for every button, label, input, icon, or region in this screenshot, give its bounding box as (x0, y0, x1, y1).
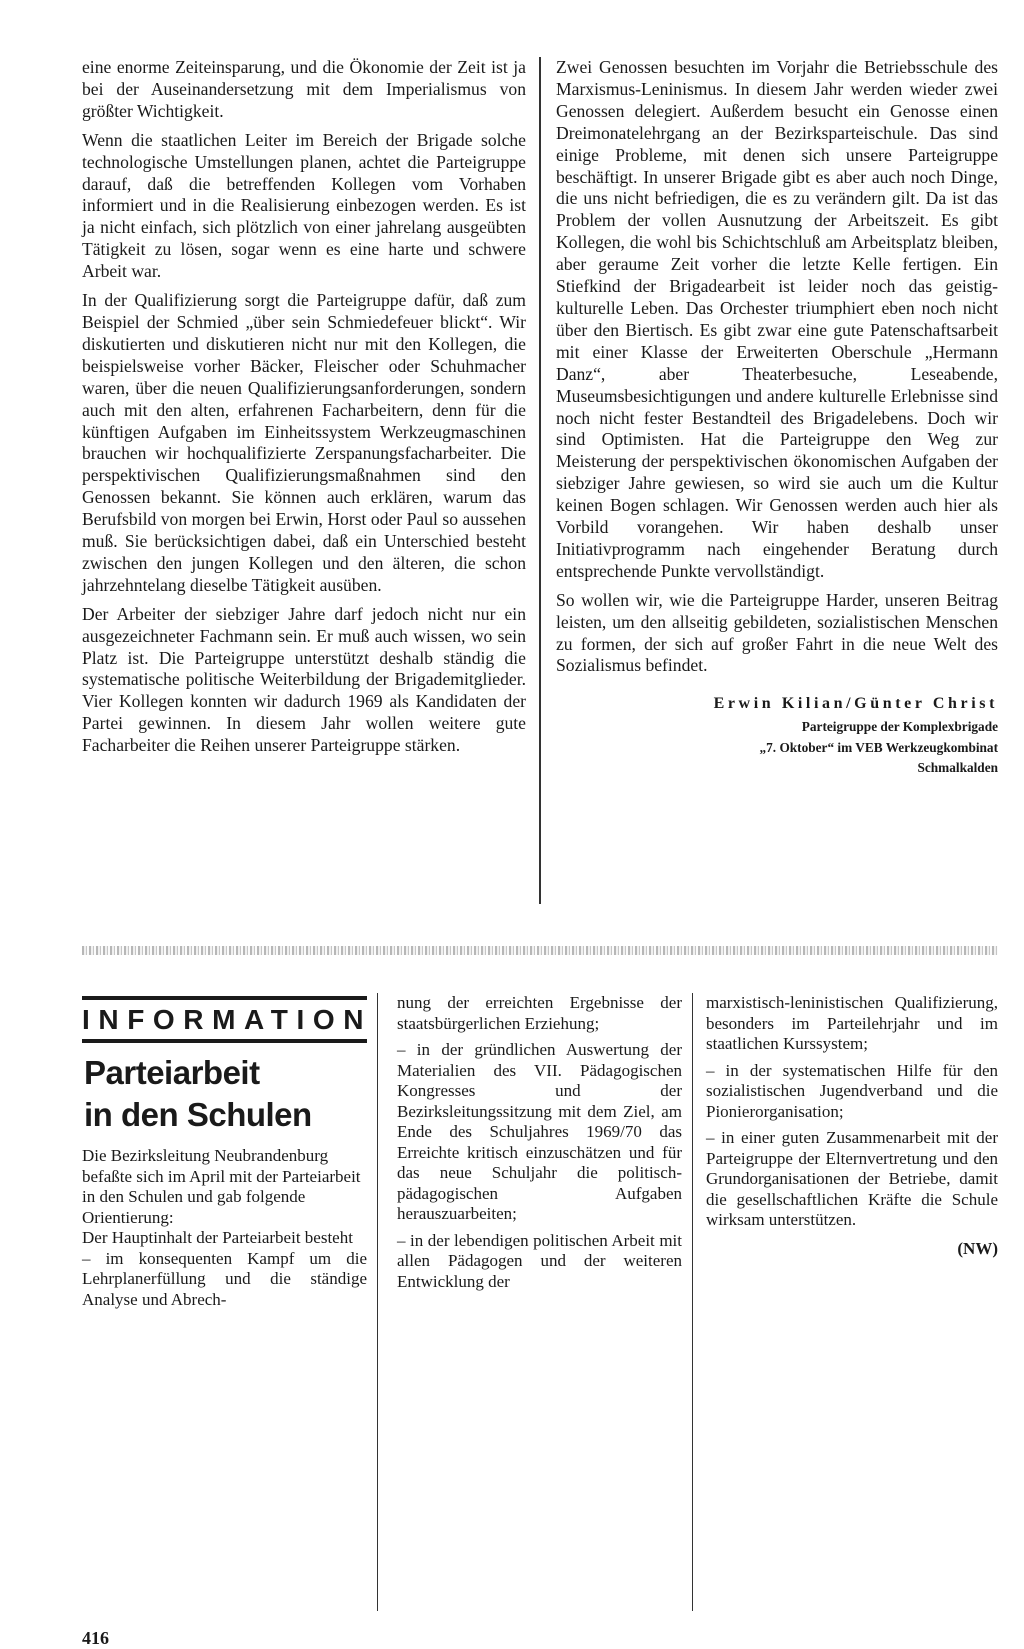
page-number: 416 (82, 1628, 109, 1648)
author-initials: (NW) (957, 1238, 998, 1258)
info-right-column (706, 993, 998, 1259)
upper-left-column (82, 57, 526, 757)
info-left-column (82, 996, 373, 1310)
info-paragraph: – in einer guten Zusammenarbeit mit der Parteigruppe der Elternvertretung und den Grundorganisationen der Betriebe, damit die gesellschaftlichen Kräfte die Schule wirksam unterstützen. (706, 1128, 998, 1229)
column-divider (539, 57, 541, 904)
info-paragraph: – im konsequenten Kampf um die Lehrplanerfüllung und die ständige Analyse und Abrech- (82, 1248, 367, 1309)
author-affiliation (556, 717, 998, 779)
headline-line: Parteiarbeit (84, 1054, 260, 1091)
upper-right-column (556, 57, 998, 779)
info-paragraph: Die Bezirksleitung Neubrandenburg befaßte sich im April mit der Parteiarbeit in den Schulen und gab folgende Orientierung: (82, 1146, 361, 1227)
information-label: INFORMATION (82, 996, 367, 1043)
info-paragraph: – in der lebendigen politischen Arbeit mit allen Pädagogen und der weiteren Entwicklung der (397, 1230, 682, 1291)
info-headline (84, 1052, 367, 1136)
article-paragraph: Wenn die staatlichen Leiter im Bereich der Brigade solche technologische Umstellungen planen, achtet die Parteigruppe darauf, daß die betreffenden Kollegen vom Vorhaben informiert und in die Realisierung einbezogen werden. Es ist ja nicht einfach, sich plötzlich von einer jahrelang ausgeübten Tätigkeit zu lösen, sogar wenn es eine harte und schwere Arbeit war. (82, 129, 526, 282)
article-paragraph: eine enorme Zeiteinsparung, und die Ökonomie der Zeit ist ja bei der Auseinandersetzung mit dem Imperialismus von größter Wichtigkeit. (82, 57, 526, 121)
section-separator (82, 946, 998, 955)
info-paragraph: nung der erreichten Ergebnisse der staatsbürgerlichen Erziehung; (397, 993, 682, 1033)
article-paragraph: Der Arbeiter der siebziger Jahre darf jedoch nicht nur ein ausgezeichneter Fachmann sein. Er muß auch wissen, wo sein Platz ist. Die Parteigruppe unterstützt deshalb ständig die systematische politische Weiterbildung der Brigademitglieder. Vier Kollegen konnten wir dadurch 1969 als Kandidaten der Partei gewinnen. In diesem Jahr wollen weitere gute Facharbeiter die Reihen unserer Parteigruppe stärken. (82, 603, 526, 756)
affiliation-line: Schmalkalden (917, 760, 998, 776)
article-paragraph: So wollen wir, wie die Parteigruppe Harder, unseren Beitrag leisten, um den allseitig gebildeten, sozialistischen Menschen zu formen, der sich auf großer Fahrt in die neue Welt des Sozialismus befindet. (556, 589, 998, 676)
affiliation-line: Parteigruppe der Komplexbrigade (801, 719, 998, 735)
info-middle-column (397, 993, 682, 1292)
affiliation-line: „7. Oktober“ im VEB Werkzeugkombinat (759, 739, 998, 755)
column-divider (377, 993, 378, 1611)
author-signature: Erwin Kilian/Günter Christ (713, 695, 998, 713)
info-paragraph: – in der systematischen Hilfe für den sozialistischen Jugendverband und die Pionierorganisation; (706, 1060, 998, 1121)
info-paragraph: – in der gründlichen Auswertung der Materialien des VII. Pädagogischen Kongresses und der Bezirksleitungssitzung mit dem Ziel, am Ende des Schuljahres 1969/70 das Erreichte kritisch einzuschätzen und für das neue Schuljahr die politisch-pädagogischen Aufgaben herauszuarbeiten; (397, 1040, 682, 1223)
headline-line: in den Schulen (84, 1096, 312, 1133)
article-paragraph: Zwei Genossen besuchten im Vorjahr die Betriebsschule des Marxismus-Leninismus. In diesem Jahr werden wieder zwei Genossen delegiert. Außerdem besucht ein Genosse einen Dreimonatelehrgang an der Bezirksparteischule. Das sind einige Probleme, mit denen sich unsere Parteigruppe beschäftigt. In unserer Brigade gibt es aber auch noch Dinge, die uns nicht befriedigen, die es zu verändern gilt. Da ist das Problem der vollen Ausnutzung der Arbeitszeit. Es gibt Kollegen, die wohl bis Schichtschluß am Arbeitsplatz bleiben, aber geraume Zeit vorher die letzte Kelle fertigen. Ein Stiefkind der Brigadearbeit ist leider noch das geistig-kulturelle Leben. Das Orchester triumphiert eben noch nicht über den Biertisch. Es gibt zwar eine gute Patenschaftsarbeit mit einer Klasse der Erweiterten Oberschule „Hermann Danz“, aber Theaterbesuche, Leseabende, Museumsbesichtigungen und andere kulturelle Erlebnisse sind noch nicht fester Bestandteil des Brigadelebens. Doch wir sind Optimisten. Hat die Parteigruppe den Weg zur Meisterung der perspektivischen ökonomischen Aufgaben der siebziger Jahre gewiesen, so wird sie auch um die Kultur keinen Bogen schlagen. Wir Genossen werden auch hier als Vorbild vorangehen. Wir haben deshalb unser Initiativprogramm nach eingehender Beratung durch entsprechende Punkte vervollständigt. (556, 57, 998, 581)
column-divider (692, 993, 693, 1611)
info-paragraph: Der Hauptinhalt der Parteiarbeit besteht (82, 1228, 353, 1247)
info-paragraph: marxistisch-leninistischen Qualifizierung, besonders im Parteilehrjahr und im staatlichen Kurssystem; (706, 993, 998, 1053)
article-paragraph: In der Qualifizierung sorgt die Parteigruppe dafür, daß zum Beispiel der Schmied „über sein Schmiedefeuer blickt“. Wir diskutierten und diskutieren nicht nur mit den Kollegen, die beispielsweise vorher Bäcker, Fleischer oder Schuhmacher waren, über die neuen Qualifizierungsanforderungen, sondern auch mit den alten, erfahrenen Facharbeitern, denn für die künftigen Aufgaben im Einheitssystem Werkzeugmaschinen brauchen wir hochqualifizierte Zerspanungsfacharbeiter. Die perspektivischen Qualifizierungsmaßnahmen sind den Genossen bekannt. Sie können auch erklären, warum das Berufsbild von morgen bei Erwin, Horst oder Paul so aussehen muß. Sie berücksichtigen dabei, daß ein Unterschied besteht zwischen den jungen Kollegen und den älteren, die schon jahrzehntelang dieselbe Tätigkeit ausüben. (82, 290, 526, 595)
